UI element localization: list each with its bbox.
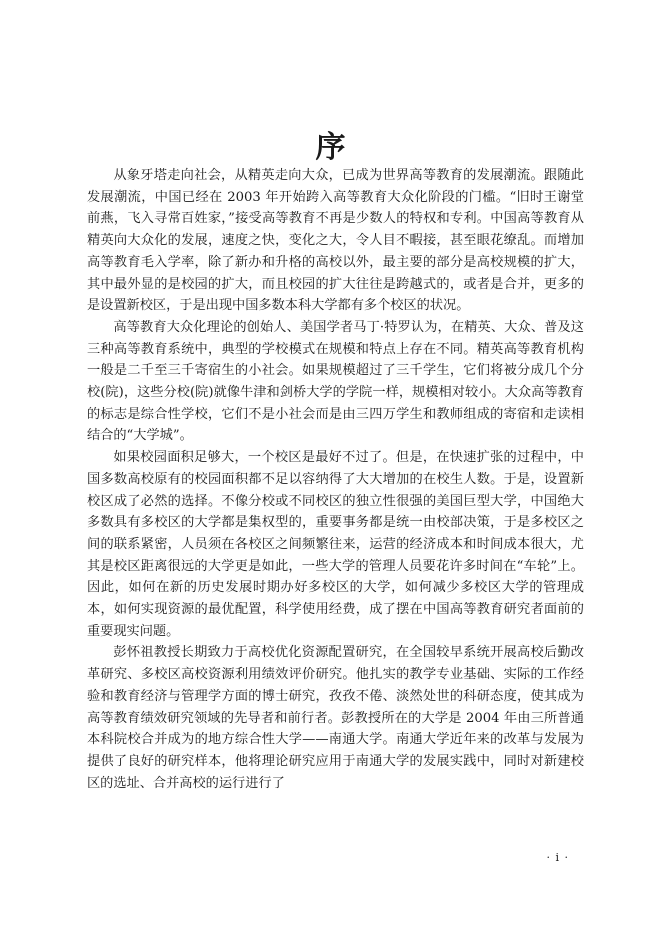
page-number: · i · <box>546 851 569 864</box>
preface-body <box>87 165 584 794</box>
paragraph-3: 如果校园面积足够大，一个校区是最好不过了。但是，在快速扩张的过程中，中国多数高校原有的校园面积都不足以容纳得了大大增加的在校生人数。于是，设置新校区成了必然的选择。不像分校或不同校区的独立性很强的美国巨型大学，中国绝大多数具有多校区的大学都是集权型的，重要事务都是统一由校部决策，于是多校区之间的联系紧密，人员须在各校区之间频繁往来，运营的经济成本和时间成本很大，尤其是校区距离很远的大学更是如此，一些大学的管理人员要花许多时间在“车轮”上。因此，如何在新的历史发展时期办好多校区的大学，如何减少多校区大学的管理成本，如何实现资源的最优配置，科学使用经费，成了摆在中国高等教育研究者面前的重要现实问题。 <box>87 450 584 639</box>
paragraph-1: 从象牙塔走向社会，从精英走向大众，已成为世界高等教育的发展潮流。跟随此发展潮流，中国已经在 2003 年开始跨入高等教育大众化阶段的门槛。“旧时王谢堂前燕，飞入寻常百姓家，”接受高等教育不再是少数人的特权和专利。中国高等教育从精英向大众化的发展，速度之快，变化之大，令人目不暇接，甚至眼花缭乱。而增加高等教育毛入学率，除了新办和升格的高校以外，最主要的部分是高校规模的扩大，其中最外显的是校园的扩大，而且校园的扩大往往是跨越式的，或者是合并，更多的是设置新校区，于是出现中国多数本科大学都有多个校区的状况。 <box>87 168 584 314</box>
paragraph-4: 彭怀祖教授长期致力于高校优化资源配置研究，在全国较早系统开展高校后勤改革研究、多校区高校资源利用绩效评价研究。他扎实的教学专业基础、实际的工作经验和教育经济与管理学方面的博士研究，孜孜不倦、淡然处世的科研态度，使其成为高等教育绩效研究领域的先导者和前行者。彭教授所在的大学是 2004 年由三所普通本科院校合并成为的地方综合性大学——南通大学。南通大学近年来的改革与发展为提供了良好的研究样本，他将理论研究应用于南通大学的发展实践中，同时对新建校区的选址、合并高校的运行进行了 <box>87 645 584 791</box>
paragraph-2: 高等教育大众化理论的创始人、美国学者马丁·特罗认为，在精英、大众、普及这三种高等教育系统中，典型的学校模式在规模和特点上存在不同。精英高等教育机构一般是二千至三千寄宿生的小社会。如果规模超过了三千学生，它们将被分成几个分校(院)，这些分校(院)就像牛津和剑桥大学的学院一样，规模相对较小。大众高等教育的标志是综合性学校，它们不是小社会而是由三四万学生和教师组成的寄宿和走读相结合的“大学城”。 <box>87 319 584 444</box>
page-title: 序 <box>315 130 346 166</box>
